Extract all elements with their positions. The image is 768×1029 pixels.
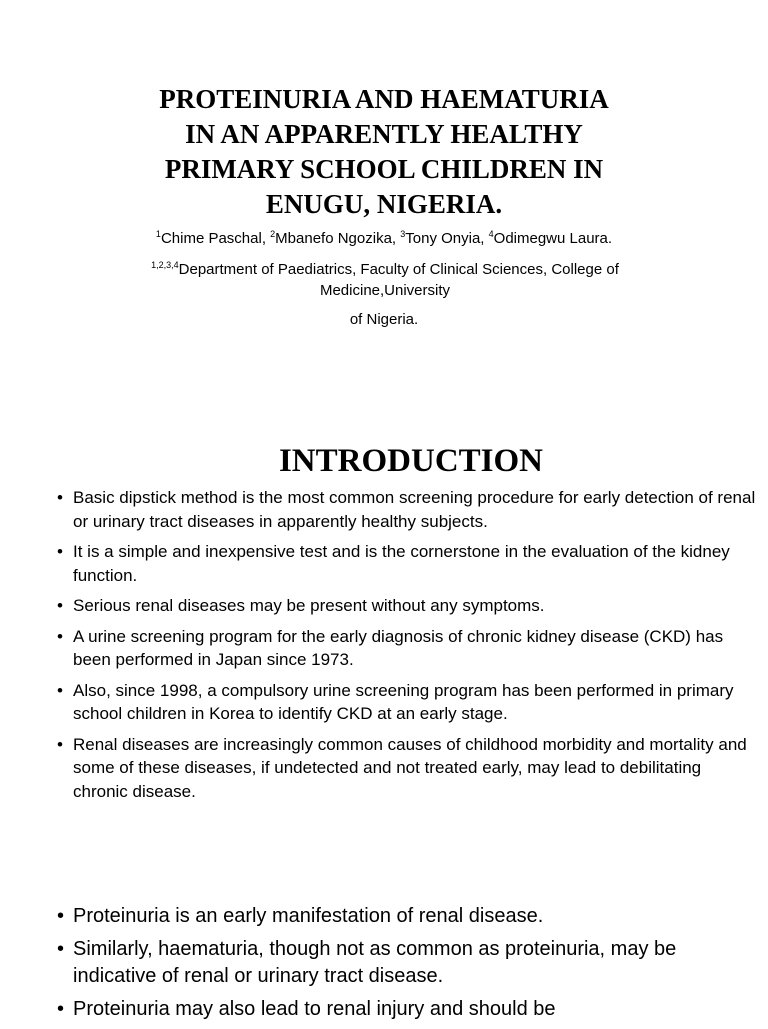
title-line: PRIMARY SCHOOL CHILDREN IN: [164, 154, 604, 184]
bullet-text: Similarly, haematuria, though not as common as proteinuria, may be indicative of renal or urinary tract disease.: [73, 938, 677, 987]
bullet-icon: •: [57, 488, 63, 507]
list-item: [57, 679, 757, 726]
bullet-text: Proteinuria may also lead to renal injury and should be: [73, 998, 556, 1020]
author-name: Odimegwu Laura.: [493, 230, 613, 247]
list-item: [57, 936, 757, 990]
bullet-text: Proteinuria is an early manifestation of renal disease.: [73, 905, 544, 927]
author-name: Chime Paschal,: [160, 230, 271, 247]
bullet-icon: •: [57, 905, 65, 927]
bullet-text: It is a simple and inexpensive test and is the cornerstone in the evaluation of the kidney function.: [73, 542, 730, 585]
author-name: Mbanefo Ngozika,: [275, 230, 401, 247]
bullet-text: A urine screening program for the early diagnosis of chronic kidney disease (CKD) has been performed in Japan since 1973.: [73, 626, 724, 669]
section-heading: INTRODUCTION: [278, 443, 544, 479]
bullet-text: Also, since 1998, a compulsory urine screening program has been performed in primary school children in Korea to identify CKD at an early stage.: [73, 680, 734, 723]
list-item: [57, 540, 757, 587]
bullet-text: Renal diseases are increasingly common causes of childhood morbidity and mortality and some of these diseases, if undetected and not treated early, may lead to debilitating chronic disease.: [73, 734, 747, 801]
document-title: [60, 82, 708, 222]
author-index: 3: [400, 229, 406, 239]
list-item: [57, 903, 757, 930]
affiliation-continuation: of Nigeria.: [349, 311, 419, 328]
list-item: [57, 733, 757, 804]
second-bullet-list: [57, 903, 757, 1029]
bullet-text: Serious renal diseases may be present without any symptoms.: [73, 596, 545, 615]
bullet-icon: •: [57, 734, 63, 754]
bullet-icon: •: [57, 596, 63, 615]
list-item: [57, 625, 757, 672]
list-item: [57, 594, 757, 618]
affiliation-text: Department of Paediatrics, Faculty of Clinical Sciences, College of Medicine,University: [178, 261, 619, 299]
bullet-icon: •: [57, 626, 63, 646]
bullet-icon: •: [57, 998, 65, 1020]
title-line: IN AN APPARENTLY HEALTHY: [185, 119, 583, 149]
bullet-icon: •: [57, 680, 63, 700]
author-index: 4: [488, 229, 494, 239]
affiliation: [110, 259, 660, 301]
affiliation-index: 1,2,3,4: [151, 260, 179, 270]
bullet-icon: •: [57, 938, 65, 960]
title-line: PROTEINURIA AND HAEMATURIA: [159, 84, 609, 114]
bullet-text: Basic dipstick method is the most common screening procedure for early detection of renal or urinary tract diseases in apparently healthy subjects.: [73, 488, 756, 531]
bullet-icon: •: [57, 542, 63, 561]
author-name: Tony Onyia,: [405, 230, 489, 247]
title-line: ENUGU, NIGERIA.: [265, 189, 503, 219]
list-item: [57, 996, 757, 1023]
author-index: 1: [155, 229, 161, 239]
author-index: 2: [270, 229, 276, 239]
author-list: [40, 229, 728, 249]
list-item: [57, 486, 757, 533]
intro-bullet-list: [57, 486, 757, 810]
